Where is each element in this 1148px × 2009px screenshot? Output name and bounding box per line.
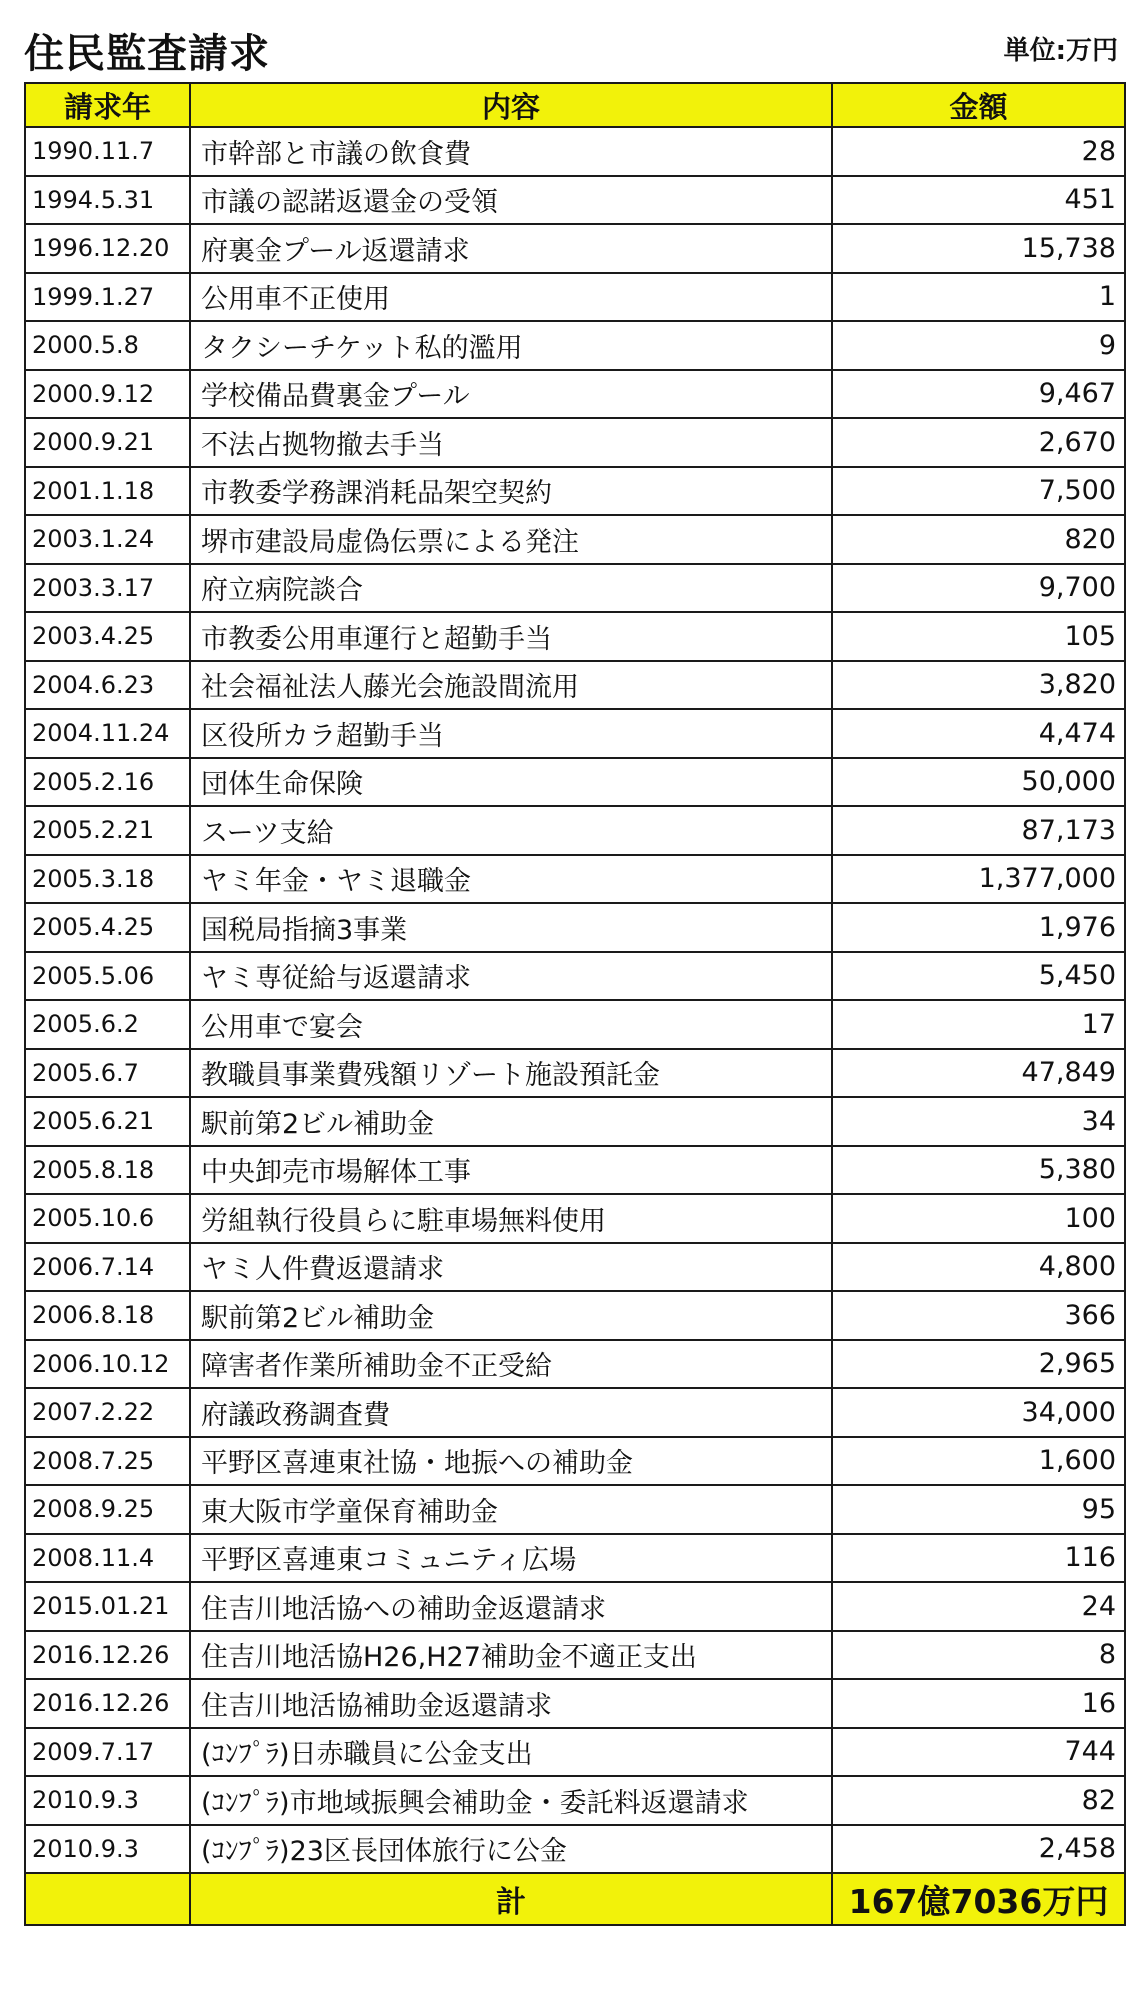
table-row [25,1485,1125,1534]
row-amount: 28 [832,127,1125,176]
row-content: 中央卸売市場解体工事 [190,1146,832,1195]
row-amount: 5,450 [832,952,1125,1001]
row-amount: 116 [832,1534,1125,1583]
row-content: (ｺﾝﾌﾟﾗ)23区長団体旅行に公金 [190,1825,832,1874]
row-date: 2005.6.2 [25,1000,190,1049]
table-row [25,1049,1125,1098]
header-year: 請求年 [25,83,190,127]
row-content: 団体生命保険 [190,758,832,807]
row-date: 2004.11.24 [25,709,190,758]
row-amount: 17 [832,1000,1125,1049]
row-amount: 82 [832,1776,1125,1825]
row-content: 府立病院談合 [190,564,832,613]
row-date: 2006.10.12 [25,1340,190,1389]
row-content: (ｺﾝﾌﾟﾗ)日赤職員に公金支出 [190,1728,832,1777]
row-amount: 8 [832,1631,1125,1680]
table-row [25,127,1125,176]
row-date: 2016.12.26 [25,1679,190,1728]
row-date: 2008.11.4 [25,1534,190,1583]
total-row [25,1873,1125,1925]
row-date: 2000.9.21 [25,418,190,467]
row-date: 2005.8.18 [25,1146,190,1195]
table-row [25,1291,1125,1340]
table-row [25,1340,1125,1389]
table-row [25,1631,1125,1680]
row-date: 2008.9.25 [25,1485,190,1534]
table-row [25,855,1125,904]
row-amount: 1 [832,273,1125,322]
row-date: 2005.6.21 [25,1097,190,1146]
row-amount: 9,467 [832,370,1125,419]
row-date: 2005.2.16 [25,758,190,807]
row-date: 2008.7.25 [25,1437,190,1486]
row-content: 市教委学務課消耗品架空契約 [190,467,832,516]
row-date: 2007.2.22 [25,1388,190,1437]
table-row [25,1825,1125,1874]
row-amount: 95 [832,1485,1125,1534]
row-amount: 4,800 [832,1243,1125,1292]
row-amount: 16 [832,1679,1125,1728]
row-content: 市幹部と市議の飲食費 [190,127,832,176]
row-date: 1999.1.27 [25,273,190,322]
row-date: 2005.2.21 [25,806,190,855]
row-content: 平野区喜連東コミュニティ広場 [190,1534,832,1583]
row-content: タクシーチケット私的濫用 [190,321,832,370]
row-date: 2016.12.26 [25,1631,190,1680]
row-date: 2004.6.23 [25,661,190,710]
table-row [25,612,1125,661]
table-row [25,903,1125,952]
row-amount: 100 [832,1194,1125,1243]
row-content: 国税局指摘3事業 [190,903,832,952]
row-content: 住吉川地活協補助金返還請求 [190,1679,832,1728]
row-date: 2009.7.17 [25,1728,190,1777]
total-blank [25,1873,190,1925]
row-amount: 2,458 [832,1825,1125,1874]
total-label: 計 [190,1873,832,1925]
row-date: 2005.6.7 [25,1049,190,1098]
row-amount: 1,600 [832,1437,1125,1486]
row-content: 住吉川地活協への補助金返還請求 [190,1582,832,1631]
row-amount: 7,500 [832,467,1125,516]
row-amount: 451 [832,176,1125,225]
table-row [25,806,1125,855]
row-content: ヤミ専従給与返還請求 [190,952,832,1001]
table-row [25,661,1125,710]
row-content: 公用車不正使用 [190,273,832,322]
row-date: 2005.10.6 [25,1194,190,1243]
row-date: 1990.11.7 [25,127,190,176]
table-row [25,515,1125,564]
row-content: 労組執行役員らに駐車場無料使用 [190,1194,832,1243]
total-amount: 167億7036万円 [832,1873,1125,1925]
unit-label: 単位:万円 [1003,36,1118,66]
table-row [25,1388,1125,1437]
row-date: 2001.1.18 [25,467,190,516]
row-content: (ｺﾝﾌﾟﾗ)市地域振興会補助金・委託料返還請求 [190,1776,832,1825]
table-row [25,370,1125,419]
row-amount: 2,670 [832,418,1125,467]
table-row [25,1194,1125,1243]
row-amount: 34 [832,1097,1125,1146]
row-content: 市議の認諾返還金の受領 [190,176,832,225]
row-content: 教職員事業費残額リゾート施設預託金 [190,1049,832,1098]
row-amount: 366 [832,1291,1125,1340]
table-row [25,176,1125,225]
row-amount: 9 [832,321,1125,370]
row-content: 駅前第2ビル補助金 [190,1291,832,1340]
header-row [25,83,1125,127]
row-content: 平野区喜連東社協・地振への補助金 [190,1437,832,1486]
row-date: 2006.7.14 [25,1243,190,1292]
row-content: 社会福祉法人藤光会施設間流用 [190,661,832,710]
row-amount: 744 [832,1728,1125,1777]
row-amount: 1,377,000 [832,855,1125,904]
row-date: 2000.5.8 [25,321,190,370]
row-content: 公用車で宴会 [190,1000,832,1049]
table-row [25,758,1125,807]
row-date: 2015.01.21 [25,1582,190,1631]
table-row [25,1000,1125,1049]
row-date: 2003.4.25 [25,612,190,661]
row-amount: 50,000 [832,758,1125,807]
row-content: ヤミ年金・ヤミ退職金 [190,855,832,904]
row-content: 学校備品費裏金プール [190,370,832,419]
table-row [25,1243,1125,1292]
row-date: 2010.9.3 [25,1825,190,1874]
row-date: 2005.5.06 [25,952,190,1001]
table-row [25,1534,1125,1583]
row-amount: 4,474 [832,709,1125,758]
page-title: 住民監査請求 [24,31,270,77]
row-date: 2006.8.18 [25,1291,190,1340]
row-amount: 1,976 [832,903,1125,952]
row-content: 住吉川地活協H26,H27補助金不適正支出 [190,1631,832,1680]
row-amount: 34,000 [832,1388,1125,1437]
table-row [25,564,1125,613]
table-row [25,952,1125,1001]
row-date: 2005.4.25 [25,903,190,952]
table-row [25,467,1125,516]
row-amount: 87,173 [832,806,1125,855]
row-date: 2003.1.24 [25,515,190,564]
row-date: 2010.9.3 [25,1776,190,1825]
header-amount: 金額 [832,83,1125,127]
row-amount: 15,738 [832,224,1125,273]
row-amount: 5,380 [832,1146,1125,1195]
row-amount: 24 [832,1582,1125,1631]
row-content: 不法占拠物撤去手当 [190,418,832,467]
row-content: 駅前第2ビル補助金 [190,1097,832,1146]
row-amount: 47,849 [832,1049,1125,1098]
table-row [25,1097,1125,1146]
table-row [25,1582,1125,1631]
row-amount: 820 [832,515,1125,564]
table-row [25,1728,1125,1777]
row-date: 1996.12.20 [25,224,190,273]
row-date: 2003.3.17 [25,564,190,613]
table-row [25,709,1125,758]
row-content: 堺市建設局虚偽伝票による発注 [190,515,832,564]
row-date: 1994.5.31 [25,176,190,225]
audit-request-table [24,82,1126,1926]
table-row [25,273,1125,322]
row-content: 障害者作業所補助金不正受給 [190,1340,832,1389]
row-date: 2005.3.18 [25,855,190,904]
row-content: 東大阪市学童保育補助金 [190,1485,832,1534]
row-content: スーツ支給 [190,806,832,855]
row-content: 区役所カラ超勤手当 [190,709,832,758]
row-content: 市教委公用車運行と超勤手当 [190,612,832,661]
row-content: 府裏金プール返還請求 [190,224,832,273]
row-amount: 3,820 [832,661,1125,710]
row-content: ヤミ人件費返還請求 [190,1243,832,1292]
table-row [25,1146,1125,1195]
row-amount: 2,965 [832,1340,1125,1389]
table-row [25,321,1125,370]
row-amount: 9,700 [832,564,1125,613]
table-row [25,1776,1125,1825]
table-row [25,418,1125,467]
table-row [25,1437,1125,1486]
row-date: 2000.9.12 [25,370,190,419]
table-row [25,1679,1125,1728]
header-content: 内容 [190,83,832,127]
row-content: 府議政務調査費 [190,1388,832,1437]
row-amount: 105 [832,612,1125,661]
table-row [25,224,1125,273]
